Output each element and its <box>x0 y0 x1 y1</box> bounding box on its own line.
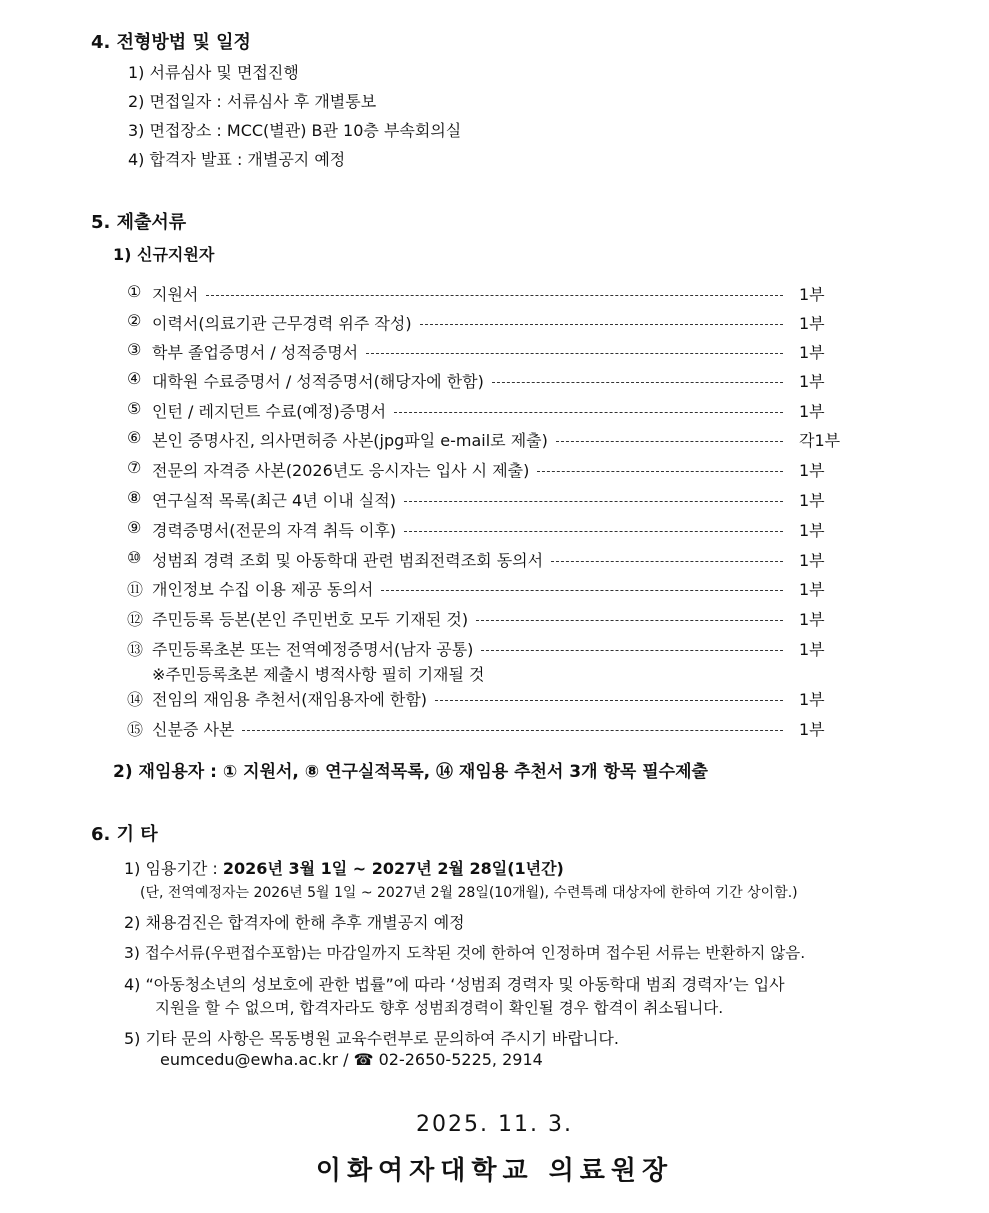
document-quantity: 1부 <box>799 372 825 391</box>
document-quantity: 1부 <box>799 551 825 570</box>
dotted-leader <box>476 620 783 621</box>
section-5-sub-reappointees: 2) 재임용자 : ① 지원서, ⑧ 연구실적목록, ⑭ 재임용 추천서 3개 항목 필수제출 <box>113 762 708 782</box>
issuer-signature: 이화여자대학교 의료원장 <box>315 1156 674 1186</box>
dotted-leader <box>242 730 783 731</box>
document-number: ⑨ <box>127 518 142 537</box>
document-label: 주민등록 등본(본인 주민번호 모두 기재된 것) <box>152 610 469 629</box>
document-quantity: 1부 <box>799 720 825 739</box>
document-row <box>127 369 847 395</box>
section-6-item-1-note: (단, 전역예정자는 2026년 5월 1일 ~ 2027년 2월 28일(10개월), 수련특례 대상자에 한하여 기간 상이함.) <box>140 885 798 901</box>
section-4-item-2: 2) 면접일자 : 서류심사 후 개별통보 <box>128 92 377 111</box>
document-13-note: ※주민등록초본 제출시 병적사항 필히 기재될 것 <box>152 665 485 684</box>
section-4-item-4: 4) 합격자 발표 : 개별공지 예정 <box>128 150 346 169</box>
dotted-leader <box>381 590 783 591</box>
dotted-leader <box>551 561 783 562</box>
document-quantity: 1부 <box>799 580 825 599</box>
document-quantity: 1부 <box>799 491 825 510</box>
document-row <box>127 607 847 633</box>
section-4-heading: 4. 전형방법 및 일정 <box>91 32 251 53</box>
section-6-heading: 6. 기 타 <box>91 824 158 845</box>
section-4-item-3: 3) 면접장소 : MCC(별관) B관 10층 부속회의실 <box>128 121 462 140</box>
section-5-sub-new-applicants: 1) 신규지원자 <box>113 245 215 264</box>
section-4-item-1: 1) 서류심사 및 면접진행 <box>128 63 299 82</box>
dotted-leader <box>537 471 783 472</box>
document-quantity: 1부 <box>799 343 825 362</box>
dotted-leader <box>481 650 783 651</box>
document-quantity: 1부 <box>799 640 825 659</box>
document-row <box>127 488 847 514</box>
document-number: ⑤ <box>127 399 142 418</box>
document-date: 2025. 11. 3. <box>416 1112 573 1137</box>
document-row <box>127 458 847 484</box>
document-quantity: 1부 <box>799 521 825 540</box>
document-number: ② <box>127 311 142 330</box>
document-quantity: 1부 <box>799 690 825 709</box>
document-quantity: 1부 <box>799 402 825 421</box>
document-number: ⑬ <box>127 640 144 659</box>
document-row <box>127 717 847 743</box>
dotted-leader <box>556 441 783 442</box>
document-label: 인턴 / 레지던트 수료(예정)증명서 <box>152 402 387 421</box>
document-number: ⑭ <box>127 690 144 709</box>
document-label: 연구실적 목록(최근 4년 이내 실적) <box>152 491 396 510</box>
document-number: ⑫ <box>127 610 144 629</box>
section-6-item-5: 5) 기타 문의 사항은 목동병원 교육수련부로 문의하여 주시기 바랍니다. <box>124 1029 619 1048</box>
dotted-leader <box>492 382 783 383</box>
document-number: ⑮ <box>127 720 144 739</box>
dotted-leader <box>404 501 783 502</box>
dotted-leader <box>366 353 783 354</box>
document-quantity: 1부 <box>799 314 825 333</box>
document-quantity: 1부 <box>799 461 825 480</box>
document-quantity: 1부 <box>799 285 825 304</box>
appointment-period-label: 1) 임용기간 : <box>124 859 223 878</box>
document-row <box>127 340 847 366</box>
document-label: 학부 졸업증명서 / 성적증명서 <box>152 343 359 362</box>
contact-info: eumcedu@ewha.ac.kr / ☎ 02-2650-5225, 2914 <box>160 1050 543 1069</box>
document-quantity: 1부 <box>799 610 825 629</box>
section-5-heading: 5. 제출서류 <box>91 212 187 233</box>
document-number: ⑩ <box>127 548 142 567</box>
document-label: 개인정보 수집 이용 제공 동의서 <box>152 580 374 599</box>
dotted-leader <box>394 412 783 413</box>
dotted-leader <box>420 324 783 325</box>
document-row <box>127 428 847 454</box>
section-6-item-4-line-1: 4) “아동청소년의 성보호에 관한 법률”에 따라 ‘성범죄 경력자 및 아동학대 범죄 경력자’는 입사 <box>124 975 785 994</box>
dotted-leader <box>404 531 783 532</box>
document-number: ④ <box>127 369 142 388</box>
document-label: 주민등록초본 또는 전역예정증명서(남자 공통) <box>152 640 474 659</box>
document-row <box>127 548 847 574</box>
document-quantity: 각1부 <box>799 431 841 450</box>
document-number: ⑪ <box>127 580 144 599</box>
document-number: ① <box>127 282 142 301</box>
document-label: 전임의 재임용 추천서(재임용자에 한함) <box>152 690 428 709</box>
document-label: 성범죄 경력 조회 및 아동학대 관련 범죄전력조회 동의서 <box>152 551 544 570</box>
section-6-item-2: 2) 채용검진은 합격자에 한해 추후 개별공지 예정 <box>124 913 465 932</box>
document-row <box>127 518 847 544</box>
dotted-leader <box>206 295 783 296</box>
dotted-leader <box>435 700 783 701</box>
document-label: 경력증명서(전문의 자격 취득 이후) <box>152 521 397 540</box>
document-label: 전문의 자격증 사본(2026년도 응시자는 입사 시 제출) <box>152 461 530 480</box>
document-number: ③ <box>127 340 142 359</box>
document-label: 대학원 수료증명서 / 성적증명서(해당자에 한함) <box>152 372 484 391</box>
document-row <box>127 577 847 603</box>
document-row <box>127 399 847 425</box>
document-label: 본인 증명사진, 의사면허증 사본(jpg파일 e-mail로 제출) <box>152 431 548 450</box>
section-6-item-4-line-2: 지원을 할 수 없으며, 합격자라도 향후 성범죄경력이 확인될 경우 합격이 취소됩니다. <box>155 999 724 1017</box>
document-number: ⑧ <box>127 488 142 507</box>
document-number: ⑦ <box>127 458 142 477</box>
document-label: 신분증 사본 <box>152 720 235 739</box>
appointment-period-value: 2026년 3월 1일 ~ 2027년 2월 28일(1년간) <box>222 859 564 878</box>
document-row <box>127 687 847 713</box>
document-row <box>127 282 847 308</box>
document-label: 이력서(의료기관 근무경력 위주 작성) <box>152 314 412 333</box>
section-6-item-3: 3) 접수서류(우편접수포함)는 마감일까지 도착된 것에 한하여 인정하며 접수된 서류는 반환하지 않음. <box>124 944 806 962</box>
document-row <box>127 637 847 663</box>
section-6-item-1 <box>124 856 564 879</box>
document-number: ⑥ <box>127 428 142 447</box>
document-row <box>127 311 847 337</box>
document-label: 지원서 <box>152 285 199 304</box>
